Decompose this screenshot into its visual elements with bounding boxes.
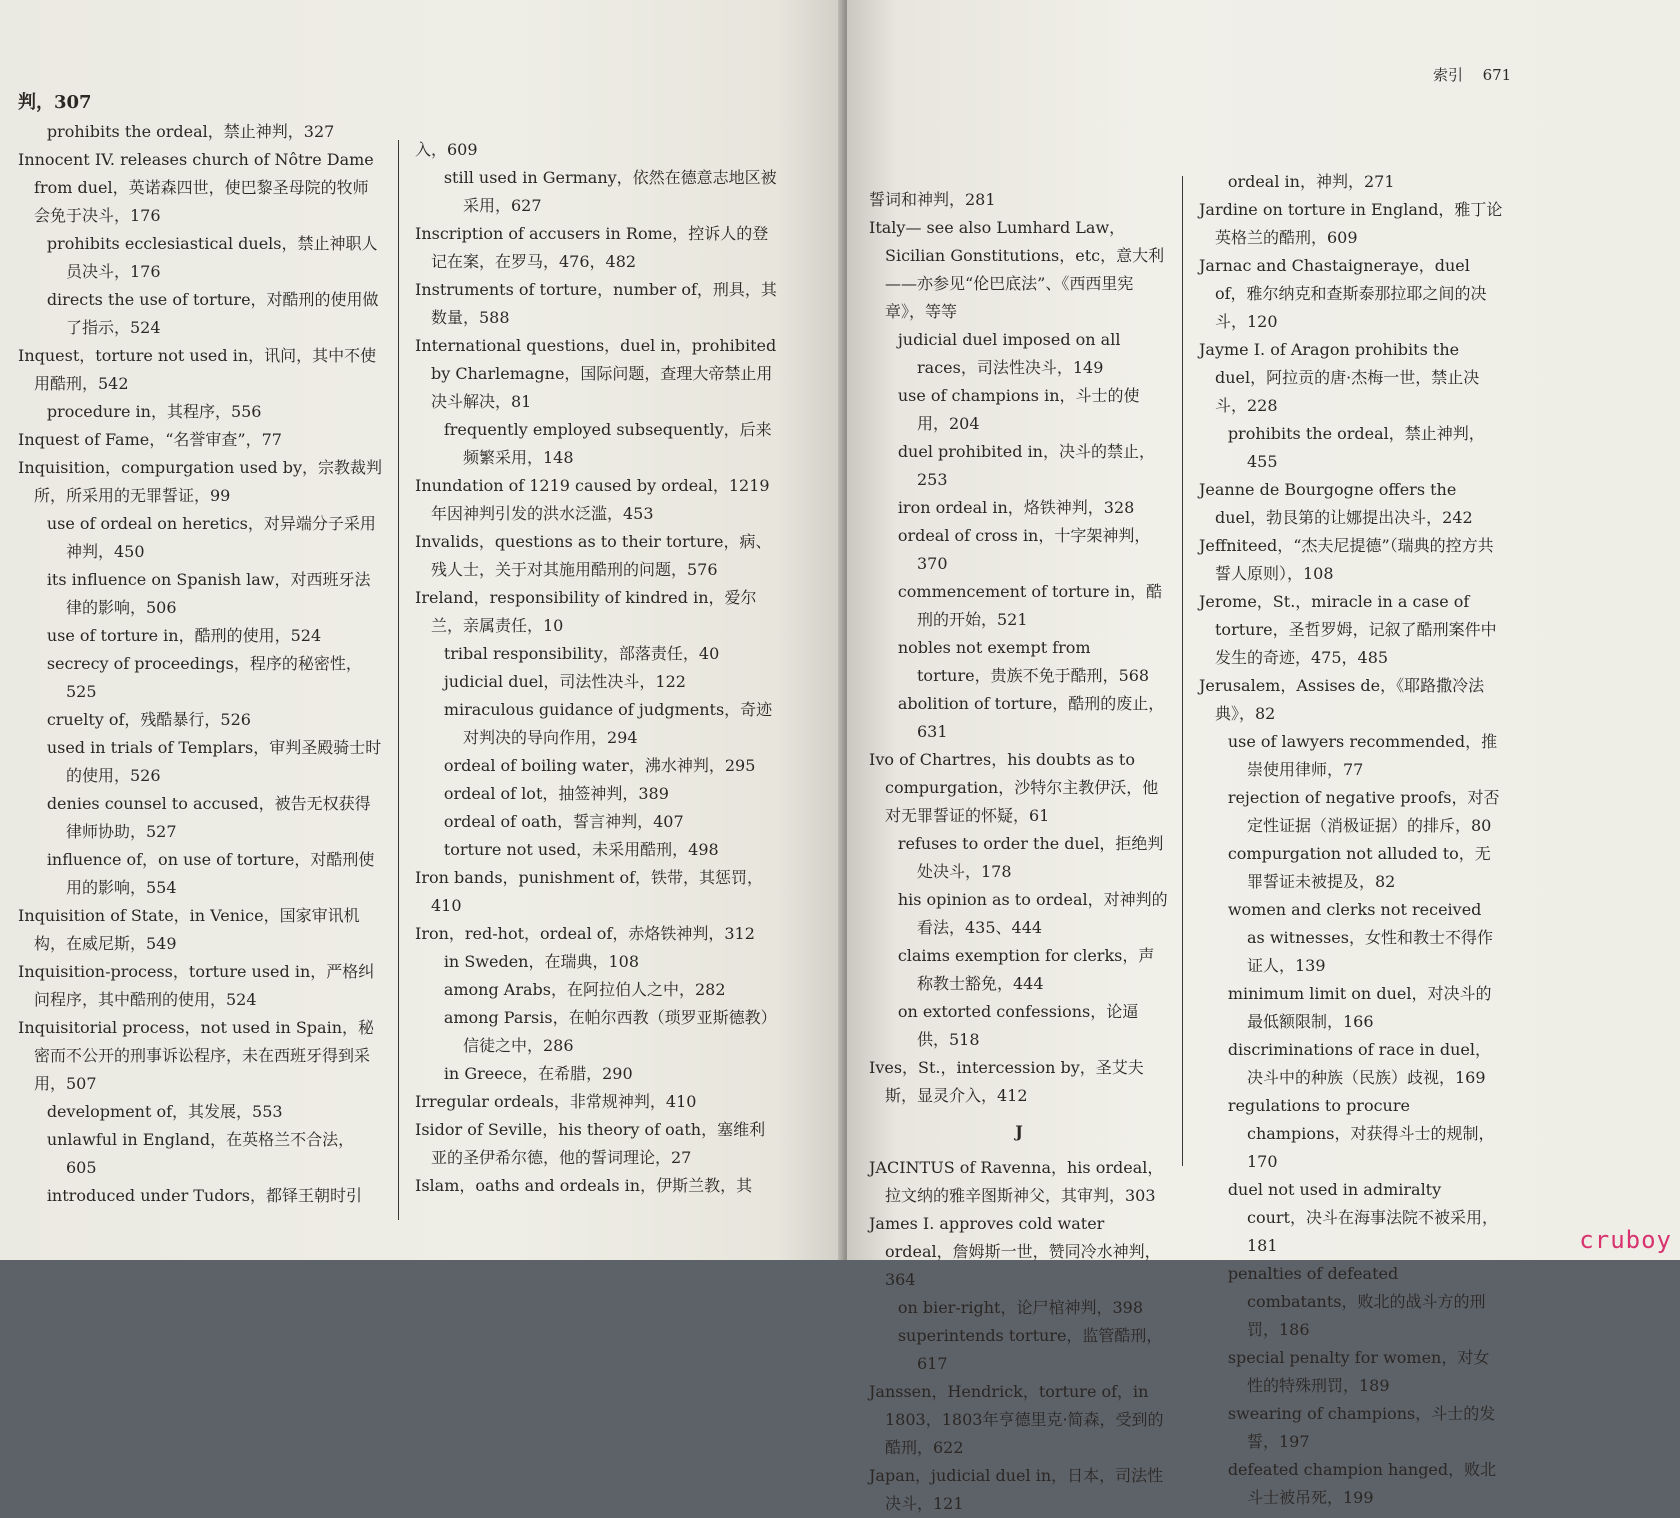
index-entry: James I. approves cold water ordeal，詹姆斯一世，赞同冷水神判，364 (869, 1214, 1161, 1289)
index-entry: compurgation not alluded to，无罪誓证未被提及，82 (1227, 844, 1491, 891)
index-entry: ordeal of lot，抽签神判，389 (443, 784, 669, 803)
index-entry: women and clerks not received as witnesses，女性和教士不得作证人，139 (1227, 900, 1493, 975)
index-entry: Invalids，questions as to their torture，病、残人士，关于对其施用酷刑的问题，576 (415, 532, 772, 579)
index-entry: penalties of defeated combatants，败北的战斗方的刑罚，186 (1227, 1264, 1486, 1339)
index-entry: Innocent IV. releases church of Nôtre Dame from duel，英诺森四世，使巴黎圣母院的牧师会免于决斗，176 (18, 150, 374, 225)
index-entry: miraculous guidance of judgments，奇迹对判决的导向作用，294 (443, 700, 773, 747)
right-index-column-2 (1199, 168, 1504, 1512)
index-entry: use of champions in，斗士的使用，204 (897, 386, 1140, 433)
index-entry: prohibits ecclesiastical duels，禁止神职人员决斗，176 (46, 234, 378, 281)
index-entry: JACINTUS of Ravenna，his ordeal，拉文纳的雅辛图斯神父，其审判，303 (869, 1158, 1164, 1205)
index-entry: influence of，on use of torture，对酷刑使用的影响，554 (46, 850, 375, 897)
left-index-column-1 (18, 118, 383, 1210)
index-entry: rejection of negative proofs，对否定性证据（消极证据）的排斥，80 (1227, 788, 1500, 835)
right-column-divider (1182, 176, 1183, 1166)
index-entry: Iron，red-hot，ordeal of，赤烙铁神判，312 (415, 924, 755, 943)
watermark: cruboy (1579, 1226, 1672, 1254)
index-entry: secrecy of proceedings，程序的秘密性，525 (46, 654, 362, 701)
index-entry: Inquisition，compurgation used by，宗教裁判所，所采用的无罪誓证，99 (18, 458, 383, 505)
index-entry: superintends torture，监管酷刑，617 (897, 1326, 1163, 1373)
index-entry: Japan，judicial duel in，日本，司法性决斗，121 (869, 1466, 1164, 1513)
index-entry: Italy— see also Lumhard Law，Sicilian Gonstitutions，etc，意大利——亦参见“伦巴底法”、《西西里宪章》，等等 (869, 218, 1165, 321)
index-entry: Ireland，responsibility of kindred in，爱尔兰，亲属责任，10 (415, 588, 757, 635)
index-entry: Jeffniteed，“杰夫尼提德”（瑞典的控方共誓人原则），108 (1199, 536, 1494, 583)
index-entry: judicial duel imposed on all races，司法性决斗，149 (897, 330, 1121, 377)
index-entry: introduced under Tudors，都铎王朝时引 (46, 1186, 363, 1205)
index-entry: Jerusalem，Assises de，《耶路撒冷法典》，82 (1199, 676, 1485, 723)
index-entry: development of，其发展，553 (46, 1102, 283, 1121)
index-entry: on bier-right，论尸棺神判，398 (897, 1298, 1144, 1317)
index-entry: still used in Germany，依然在德意志地区被采用，627 (443, 168, 777, 215)
right-index-column-1 (869, 186, 1169, 1518)
index-entry: Instruments of torture，number of，刑具，其数量，588 (415, 280, 777, 327)
index-entry: prohibits the ordeal，禁止神判，327 (46, 122, 335, 141)
index-entry: Inscription of accusers in Rome，控诉人的登记在案，在罗马，476，482 (415, 224, 769, 271)
index-entry: International questions，duel in，prohibited by Charlemagne，国际问题，查理大帝禁止用决斗解决，81 (415, 336, 777, 411)
left-column-divider (398, 140, 399, 1220)
index-entry: used in trials of Templars，审判圣殿骑士时的使用，526 (46, 738, 382, 785)
index-entry: commencement of torture in，酷刑的开始，521 (897, 582, 1163, 629)
index-entry: nobles not exempt from torture，贵族不免于酷刑，568 (897, 638, 1150, 685)
index-entry: Jardine on torture in England，雅丁论英格兰的酷刑，609 (1199, 200, 1503, 247)
index-entry: among Parsis，在帕尔西教（琐罗亚斯德教）信徒之中，286 (443, 1008, 777, 1055)
index-entry: minimum limit on duel，对决斗的最低额限制，166 (1227, 984, 1492, 1031)
index-entry: swearing of champions，斗士的发誓，197 (1227, 1404, 1496, 1451)
index-entry: tribal responsibility，部落责任，40 (443, 644, 720, 663)
index-entry: procedure in，其程序，556 (46, 402, 262, 421)
right-page (847, 0, 1680, 1513)
index-entry: Isidor of Seville，his theory of oath，塞维利亚的圣伊希尔德，他的誓词理论，27 (415, 1120, 766, 1167)
index-entry: claims exemption for clerks，声称教士豁免，444 (897, 946, 1155, 993)
index-entry: Inquisition of State，in Venice，国家审讯机构，在威尼斯，549 (18, 906, 360, 953)
index-entry: refuses to order the duel，拒绝判处决斗，178 (897, 834, 1164, 881)
index-entry: among Arabs，在阿拉伯人之中，282 (443, 980, 726, 999)
index-entry: judicial duel，司法性决斗，122 (443, 672, 686, 691)
index-entry: use of torture in，酷刑的使用，524 (46, 626, 322, 645)
index-entry: unlawful in England，在英格兰不合法，605 (46, 1130, 355, 1177)
index-entry: denies counsel to accused，被告无权获得律师协助，527 (46, 794, 371, 841)
index-entry: ordeal of oath，誓言神判，407 (443, 812, 684, 831)
page-number: 671 (1482, 66, 1512, 84)
index-entry: 誓词和神判，281 (869, 190, 996, 209)
index-entry: torture not used，未采用酷刑，498 (443, 840, 719, 859)
index-entry: Jayme I. of Aragon prohibits the duel，阿拉贡的唐·杰梅一世，禁止决斗，228 (1199, 340, 1480, 415)
index-entry: ordeal of boiling water，沸水神判，295 (443, 756, 756, 775)
index-entry: Irregular ordeals，非常规神判，410 (415, 1092, 697, 1111)
index-entry: directs the use of torture，对酷刑的使用做了指示，524 (46, 290, 379, 337)
index-entry: Jerome，St.，miracle in a case of torture，圣哲罗姆，记叙了酷刑案件中发生的奇迹，475，485 (1199, 592, 1497, 667)
header-label: 索引 (1433, 66, 1464, 84)
index-entry: abolition of torture，酷刑的废止，631 (897, 694, 1165, 741)
left-page-top-fragment: 判，307 (18, 92, 92, 113)
index-entry: defeated champion hanged，败北斗士被吊死，199 (1227, 1460, 1497, 1507)
index-entry: Inundation of 1219 caused by ordeal，1219年因神判引发的洪水泛滥，453 (415, 476, 770, 523)
index-entry: frequently employed subsequently，后来频繁采用，148 (443, 420, 772, 467)
index-entry: Janssen，Hendrick，torture of，in 1803，1803年亨德里克·简森，受到的酷刑，622 (869, 1382, 1164, 1457)
index-entry: Ives，St.，intercession by，圣艾夫斯，显灵介入，412 (869, 1058, 1144, 1105)
index-entry: Iron bands，punishment of，铁带，其惩罚，410 (415, 868, 764, 915)
index-entry: Inquest，torture not used in，讯问，其中不使用酷刑，542 (18, 346, 377, 393)
index-entry: Inquisitorial process，not used in Spain，秘密而不公开的刑事诉讼程序，未在西班牙得到采用，507 (18, 1018, 375, 1093)
index-entry: prohibits the ordeal，禁止神判，455 (1227, 424, 1485, 471)
index-entry: 入，609 (415, 140, 478, 159)
running-header (1433, 64, 1511, 85)
index-entry: his opinion as to ordeal，对神判的看法，435、444 (897, 890, 1168, 937)
index-section-letter: J (1015, 1122, 1023, 1141)
index-entry: discriminations of race in duel，决斗中的种族（民族）歧视，169 (1227, 1040, 1492, 1087)
index-entry: on extorted confessions，论逼供，518 (897, 1002, 1139, 1049)
index-entry: use of lawyers recommended，推崇使用律师，77 (1227, 732, 1498, 779)
index-entry: duel prohibited in，决斗的禁止，253 (897, 442, 1155, 489)
index-entry: Islam，oaths and ordeals in，伊斯兰教，其 (415, 1176, 753, 1195)
index-entry: Inquest of Fame，“名誉审查”，77 (18, 430, 282, 449)
index-entry: Jarnac and Chastaigneraye，duel of，雅尔纳克和查斯泰那拉耶之间的决斗，120 (1199, 256, 1487, 331)
index-entry: in Sweden，在瑞典，108 (443, 952, 640, 971)
left-index-column-2 (415, 136, 780, 1200)
index-entry: cruelty of，残酷暴行，526 (46, 710, 251, 729)
index-entry: ordeal in，神判，271 (1227, 172, 1395, 191)
left-page (0, 0, 845, 1260)
index-entry: iron ordeal in，烙铁神判，328 (897, 498, 1135, 517)
index-entry: Jeanne de Bourgogne offers the duel，勃艮第的让娜提出决斗，242 (1199, 480, 1473, 527)
index-entry: ordeal of cross in，十字架神判，370 (897, 526, 1151, 573)
index-entry: duel not used in admiralty court，决斗在海事法院不被采用，181 (1227, 1180, 1498, 1255)
index-entry: Ivo of Chartres，his doubts as to compurgation，沙特尔主教伊沃，他对无罪誓证的怀疑，61 (869, 750, 1159, 825)
index-entry: special penalty for women，对女性的特殊刑罚，189 (1227, 1348, 1490, 1395)
index-entry: use of ordeal on heretics，对异端分子采用神判，450 (46, 514, 376, 561)
index-entry: Inquisition-process，torture used in，严格纠问程序，其中酷刑的使用，524 (18, 962, 375, 1009)
index-entry: regulations to procure champions，对获得斗士的规制，170 (1227, 1096, 1495, 1171)
index-entry: its influence on Spanish law，对西班牙法律的影响，506 (46, 570, 371, 617)
index-entry: in Greece，在希腊，290 (443, 1064, 633, 1083)
